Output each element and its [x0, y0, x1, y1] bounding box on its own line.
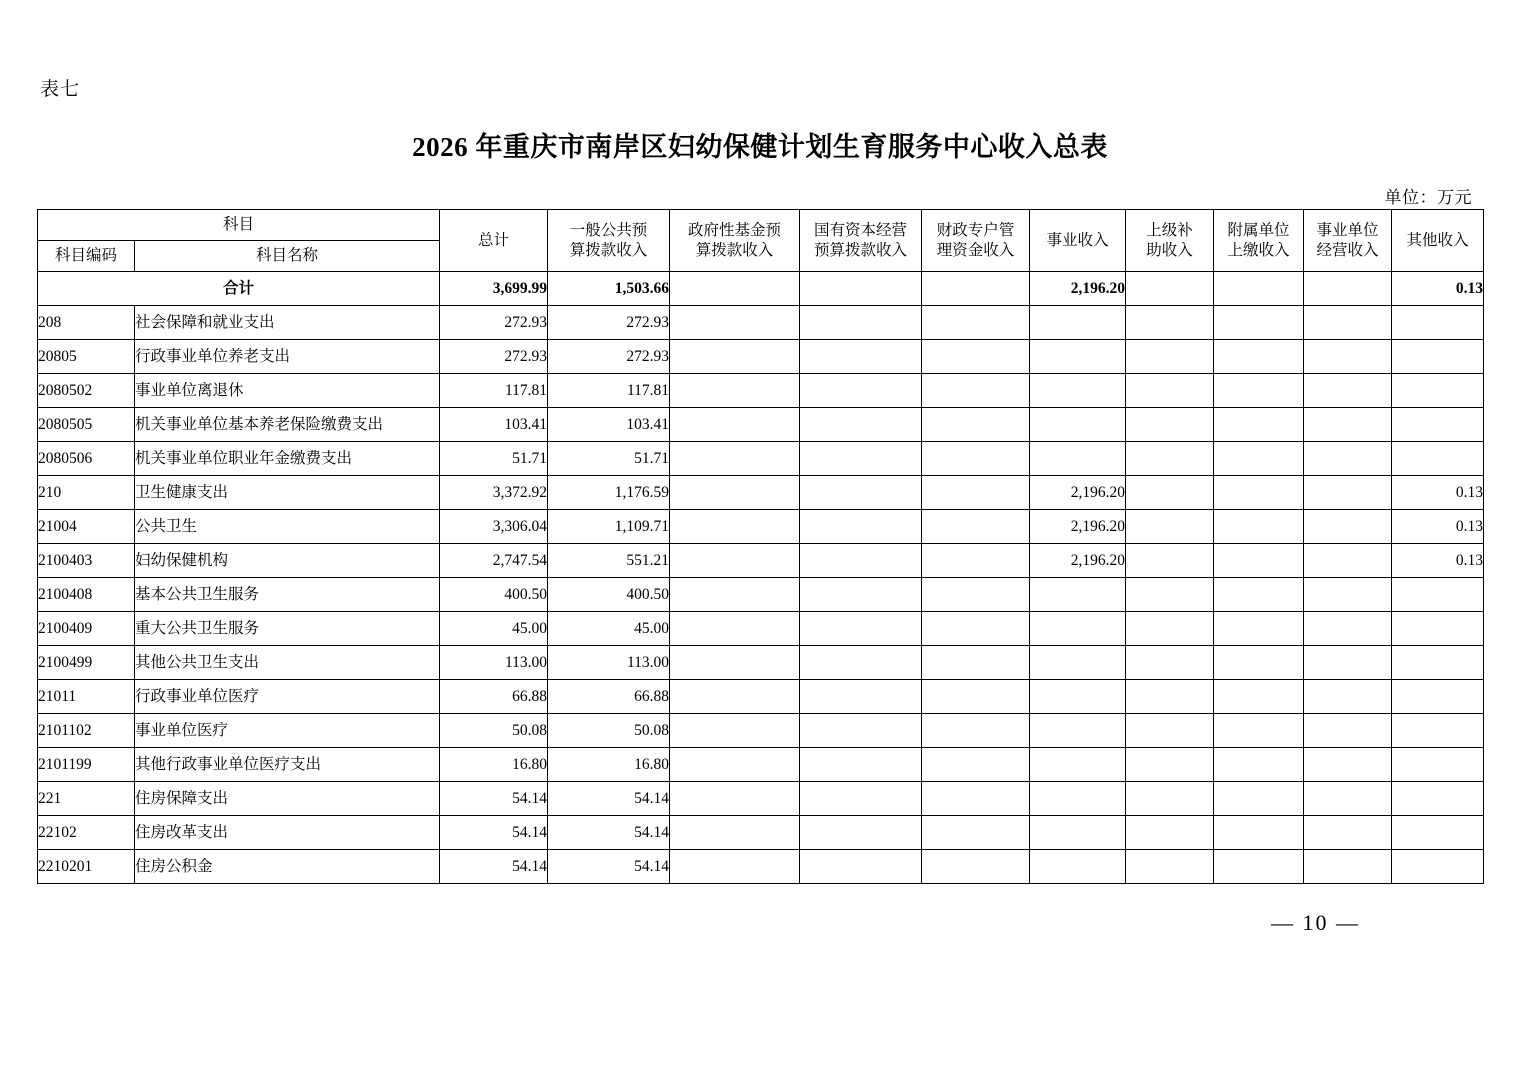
row-general-public-budget: 50.08 [548, 714, 670, 748]
row-other-income [1392, 782, 1484, 816]
row-general-public-budget: 117.81 [548, 374, 670, 408]
row-subject-name: 机关事业单位基本养老保险缴费支出 [135, 408, 440, 442]
row-superior-subsidy [1126, 510, 1214, 544]
row-gov-fund-budget [670, 544, 800, 578]
row-other-income [1392, 374, 1484, 408]
row-subordinate [1214, 476, 1304, 510]
row-subordinate [1214, 612, 1304, 646]
row-state-capital [800, 612, 922, 646]
row-superior-subsidy [1126, 408, 1214, 442]
row-other-income: 0.13 [1392, 510, 1484, 544]
header-superior-subsidy [1126, 210, 1214, 272]
row-business-income [1030, 306, 1126, 340]
row-operating [1304, 714, 1392, 748]
header-fiscal-special [922, 210, 1030, 272]
row-subordinate [1214, 374, 1304, 408]
table-row [38, 510, 1484, 544]
header-operating-line1: 事业单位 [1316, 222, 1379, 240]
row-subject-name: 事业单位离退休 [135, 374, 440, 408]
row-business-income [1030, 748, 1126, 782]
row-general-public-budget: 272.93 [548, 340, 670, 374]
row-gov-fund-budget [670, 476, 800, 510]
row-superior-subsidy [1126, 544, 1214, 578]
header-subject-code: 科目编码 [38, 241, 135, 272]
table-row [38, 850, 1484, 884]
row-total: 272.93 [440, 306, 548, 340]
total-row-label: 合计 [38, 272, 440, 306]
row-state-capital [800, 374, 922, 408]
table-row [38, 340, 1484, 374]
row-superior-subsidy [1126, 714, 1214, 748]
row-business-income [1030, 408, 1126, 442]
row-superior-subsidy [1126, 374, 1214, 408]
header-state-capital-line1: 国有资本经营 [814, 222, 908, 240]
row-other-income [1392, 408, 1484, 442]
row-total: 2,747.54 [440, 544, 548, 578]
row-business-income [1030, 442, 1126, 476]
header-subordinate-line1: 附属单位 [1227, 222, 1290, 240]
row-other-income [1392, 714, 1484, 748]
table-row [38, 578, 1484, 612]
row-subject-code: 210 [38, 476, 135, 510]
row-business-income [1030, 850, 1126, 884]
total-row-business-income: 2,196.20 [1030, 272, 1126, 306]
row-other-income [1392, 340, 1484, 374]
row-operating [1304, 612, 1392, 646]
row-operating [1304, 680, 1392, 714]
row-subject-name: 社会保障和就业支出 [135, 306, 440, 340]
row-business-income: 2,196.20 [1030, 510, 1126, 544]
row-other-income: 0.13 [1392, 476, 1484, 510]
table-row [38, 476, 1484, 510]
row-general-public-budget: 400.50 [548, 578, 670, 612]
row-fiscal-special [922, 544, 1030, 578]
row-total: 272.93 [440, 340, 548, 374]
header-state-capital-line2: 预算拨款收入 [814, 241, 908, 259]
row-total: 113.00 [440, 646, 548, 680]
page-title: 2026 年重庆市南岸区妇幼保健计划生育服务中心收入总表 [412, 132, 1108, 162]
row-operating [1304, 850, 1392, 884]
row-general-public-budget: 16.80 [548, 748, 670, 782]
row-subordinate [1214, 850, 1304, 884]
header-general-public-budget-line2: 算拨款收入 [569, 241, 648, 259]
row-subject-name: 其他公共卫生支出 [135, 646, 440, 680]
row-fiscal-special [922, 374, 1030, 408]
row-gov-fund-budget [670, 680, 800, 714]
row-subject-name: 卫生健康支出 [135, 476, 440, 510]
row-operating [1304, 646, 1392, 680]
row-operating [1304, 510, 1392, 544]
row-superior-subsidy [1126, 306, 1214, 340]
row-business-income [1030, 680, 1126, 714]
row-subject-name: 机关事业单位职业年金缴费支出 [135, 442, 440, 476]
row-business-income: 2,196.20 [1030, 476, 1126, 510]
row-other-income [1392, 646, 1484, 680]
row-superior-subsidy [1126, 680, 1214, 714]
row-gov-fund-budget [670, 306, 800, 340]
row-total: 400.50 [440, 578, 548, 612]
row-operating [1304, 408, 1392, 442]
row-subject-code: 2100408 [38, 578, 135, 612]
row-subordinate [1214, 578, 1304, 612]
row-fiscal-special [922, 476, 1030, 510]
table-row [38, 782, 1484, 816]
row-total: 54.14 [440, 816, 548, 850]
row-state-capital [800, 680, 922, 714]
header-other-income: 其他收入 [1392, 210, 1484, 272]
row-other-income [1392, 612, 1484, 646]
table-row [38, 816, 1484, 850]
row-state-capital [800, 544, 922, 578]
row-state-capital [800, 510, 922, 544]
row-subordinate [1214, 816, 1304, 850]
row-subject-code: 208 [38, 306, 135, 340]
row-subject-name: 住房公积金 [135, 850, 440, 884]
row-operating [1304, 782, 1392, 816]
table-row [38, 646, 1484, 680]
row-general-public-budget: 272.93 [548, 306, 670, 340]
row-subordinate [1214, 510, 1304, 544]
header-subject-group: 科目 [38, 210, 440, 241]
row-state-capital [800, 748, 922, 782]
row-superior-subsidy [1126, 646, 1214, 680]
row-gov-fund-budget [670, 714, 800, 748]
row-total: 66.88 [440, 680, 548, 714]
row-operating [1304, 748, 1392, 782]
row-gov-fund-budget [670, 578, 800, 612]
total-row-operating [1304, 272, 1392, 306]
row-gov-fund-budget [670, 850, 800, 884]
row-gov-fund-budget [670, 816, 800, 850]
row-subject-name: 公共卫生 [135, 510, 440, 544]
row-business-income [1030, 782, 1126, 816]
row-gov-fund-budget [670, 782, 800, 816]
row-operating [1304, 578, 1392, 612]
row-subject-code: 21011 [38, 680, 135, 714]
row-general-public-budget: 66.88 [548, 680, 670, 714]
table-row [38, 306, 1484, 340]
row-subject-code: 2101102 [38, 714, 135, 748]
header-gov-fund-budget-line2: 算拨款收入 [695, 241, 774, 259]
row-business-income [1030, 340, 1126, 374]
total-row-general-public-budget: 1,503.66 [548, 272, 670, 306]
row-general-public-budget: 103.41 [548, 408, 670, 442]
row-subject-name: 重大公共卫生服务 [135, 612, 440, 646]
row-gov-fund-budget [670, 374, 800, 408]
header-total: 总计 [440, 210, 548, 272]
row-state-capital [800, 306, 922, 340]
row-general-public-budget: 113.00 [548, 646, 670, 680]
row-total: 117.81 [440, 374, 548, 408]
table-row [38, 544, 1484, 578]
row-other-income [1392, 748, 1484, 782]
row-superior-subsidy [1126, 612, 1214, 646]
table-row [38, 680, 1484, 714]
header-subordinate-line2: 上缴收入 [1227, 241, 1290, 259]
header-subject-name: 科目名称 [135, 241, 440, 272]
row-state-capital [800, 476, 922, 510]
row-subordinate [1214, 340, 1304, 374]
row-other-income [1392, 850, 1484, 884]
row-gov-fund-budget [670, 340, 800, 374]
header-operating-line2: 经营收入 [1316, 241, 1379, 259]
total-row-fiscal-special [922, 272, 1030, 306]
row-subject-code: 21004 [38, 510, 135, 544]
row-business-income [1030, 646, 1126, 680]
row-gov-fund-budget [670, 442, 800, 476]
row-subject-name: 妇幼保健机构 [135, 544, 440, 578]
budget-income-table [37, 209, 1484, 884]
unit-note: 单位：万元 [1384, 188, 1472, 207]
table-body [38, 272, 1484, 884]
row-general-public-budget: 1,109.71 [548, 510, 670, 544]
total-row-total: 3,699.99 [440, 272, 548, 306]
header-gov-fund-budget-line1: 政府性基金预 [688, 222, 782, 240]
total-row-state-capital [800, 272, 922, 306]
row-fiscal-special [922, 306, 1030, 340]
row-superior-subsidy [1126, 476, 1214, 510]
table-row-total [38, 272, 1484, 306]
row-gov-fund-budget [670, 748, 800, 782]
row-total: 3,372.92 [440, 476, 548, 510]
row-fiscal-special [922, 442, 1030, 476]
row-business-income: 2,196.20 [1030, 544, 1126, 578]
row-subject-code: 20805 [38, 340, 135, 374]
row-subordinate [1214, 646, 1304, 680]
row-state-capital [800, 578, 922, 612]
table-row [38, 408, 1484, 442]
row-subordinate [1214, 714, 1304, 748]
table-row [38, 374, 1484, 408]
row-total: 54.14 [440, 782, 548, 816]
total-row-gov-fund-budget [670, 272, 800, 306]
header-general-public-budget-line1: 一般公共预 [569, 222, 648, 240]
table-row [38, 714, 1484, 748]
row-total: 3,306.04 [440, 510, 548, 544]
row-gov-fund-budget [670, 612, 800, 646]
row-other-income: 0.13 [1392, 544, 1484, 578]
row-state-capital [800, 816, 922, 850]
row-subject-code: 221 [38, 782, 135, 816]
row-subject-name: 其他行政事业单位医疗支出 [135, 748, 440, 782]
row-superior-subsidy [1126, 782, 1214, 816]
row-subordinate [1214, 748, 1304, 782]
row-subject-name: 事业单位医疗 [135, 714, 440, 748]
table-row [38, 748, 1484, 782]
row-fiscal-special [922, 850, 1030, 884]
row-other-income [1392, 816, 1484, 850]
row-business-income [1030, 816, 1126, 850]
header-fiscal-special-line2: 理资金收入 [936, 241, 1015, 259]
row-total: 54.14 [440, 850, 548, 884]
row-fiscal-special [922, 408, 1030, 442]
header-business-income: 事业收入 [1030, 210, 1126, 272]
row-total: 16.80 [440, 748, 548, 782]
row-subject-name: 基本公共卫生服务 [135, 578, 440, 612]
total-row-superior-subsidy [1126, 272, 1214, 306]
row-state-capital [800, 340, 922, 374]
row-subject-code: 2080506 [38, 442, 135, 476]
row-total: 103.41 [440, 408, 548, 442]
row-operating [1304, 340, 1392, 374]
row-subordinate [1214, 680, 1304, 714]
row-superior-subsidy [1126, 816, 1214, 850]
row-total: 50.08 [440, 714, 548, 748]
row-state-capital [800, 850, 922, 884]
row-subordinate [1214, 408, 1304, 442]
row-superior-subsidy [1126, 850, 1214, 884]
row-superior-subsidy [1126, 748, 1214, 782]
row-total: 45.00 [440, 612, 548, 646]
row-general-public-budget: 45.00 [548, 612, 670, 646]
row-fiscal-special [922, 578, 1030, 612]
row-business-income [1030, 714, 1126, 748]
row-state-capital [800, 782, 922, 816]
header-operating-income [1304, 210, 1392, 272]
row-general-public-budget: 54.14 [548, 850, 670, 884]
row-other-income [1392, 578, 1484, 612]
row-fiscal-special [922, 612, 1030, 646]
row-subject-code: 2080502 [38, 374, 135, 408]
row-subordinate [1214, 544, 1304, 578]
row-subject-code: 2100409 [38, 612, 135, 646]
row-subordinate [1214, 306, 1304, 340]
row-state-capital [800, 646, 922, 680]
row-fiscal-special [922, 510, 1030, 544]
row-subordinate [1214, 782, 1304, 816]
row-fiscal-special [922, 646, 1030, 680]
row-subordinate [1214, 442, 1304, 476]
row-general-public-budget: 51.71 [548, 442, 670, 476]
row-gov-fund-budget [670, 408, 800, 442]
row-operating [1304, 476, 1392, 510]
row-subject-name: 住房保障支出 [135, 782, 440, 816]
header-superior-subsidy-line2: 助收入 [1146, 241, 1193, 259]
row-state-capital [800, 408, 922, 442]
row-fiscal-special [922, 680, 1030, 714]
row-superior-subsidy [1126, 340, 1214, 374]
header-fiscal-special-line1: 财政专户管 [936, 222, 1015, 240]
row-business-income [1030, 374, 1126, 408]
total-row-other-income: 0.13 [1392, 272, 1484, 306]
row-subject-name: 住房改革支出 [135, 816, 440, 850]
row-subject-code: 2100499 [38, 646, 135, 680]
table-row [38, 442, 1484, 476]
row-other-income [1392, 306, 1484, 340]
row-subject-code: 2080505 [38, 408, 135, 442]
row-general-public-budget: 54.14 [548, 816, 670, 850]
row-business-income [1030, 612, 1126, 646]
total-row-subordinate [1214, 272, 1304, 306]
row-subject-name: 行政事业单位养老支出 [135, 340, 440, 374]
row-other-income [1392, 442, 1484, 476]
row-total: 51.71 [440, 442, 548, 476]
header-state-capital [800, 210, 922, 272]
row-gov-fund-budget [670, 646, 800, 680]
row-other-income [1392, 680, 1484, 714]
row-general-public-budget: 551.21 [548, 544, 670, 578]
row-operating [1304, 442, 1392, 476]
header-superior-subsidy-line1: 上级补 [1146, 222, 1193, 240]
row-subject-code: 22102 [38, 816, 135, 850]
row-operating [1304, 816, 1392, 850]
row-general-public-budget: 1,176.59 [548, 476, 670, 510]
page-number: — 10 — [1271, 910, 1360, 935]
row-subject-code: 2101199 [38, 748, 135, 782]
row-general-public-budget: 54.14 [548, 782, 670, 816]
row-state-capital [800, 714, 922, 748]
header-gov-fund-budget [670, 210, 800, 272]
row-state-capital [800, 442, 922, 476]
row-subject-code: 2100403 [38, 544, 135, 578]
row-operating [1304, 374, 1392, 408]
row-gov-fund-budget [670, 510, 800, 544]
row-superior-subsidy [1126, 442, 1214, 476]
header-subordinate-payment [1214, 210, 1304, 272]
table-row [38, 612, 1484, 646]
row-subject-name: 行政事业单位医疗 [135, 680, 440, 714]
table-label: 表七 [40, 79, 81, 100]
row-superior-subsidy [1126, 578, 1214, 612]
header-general-public-budget [548, 210, 670, 272]
row-operating [1304, 306, 1392, 340]
row-fiscal-special [922, 782, 1030, 816]
row-fiscal-special [922, 714, 1030, 748]
row-fiscal-special [922, 340, 1030, 374]
row-subject-code: 2210201 [38, 850, 135, 884]
row-fiscal-special [922, 748, 1030, 782]
row-fiscal-special [922, 816, 1030, 850]
row-operating [1304, 544, 1392, 578]
row-business-income [1030, 578, 1126, 612]
